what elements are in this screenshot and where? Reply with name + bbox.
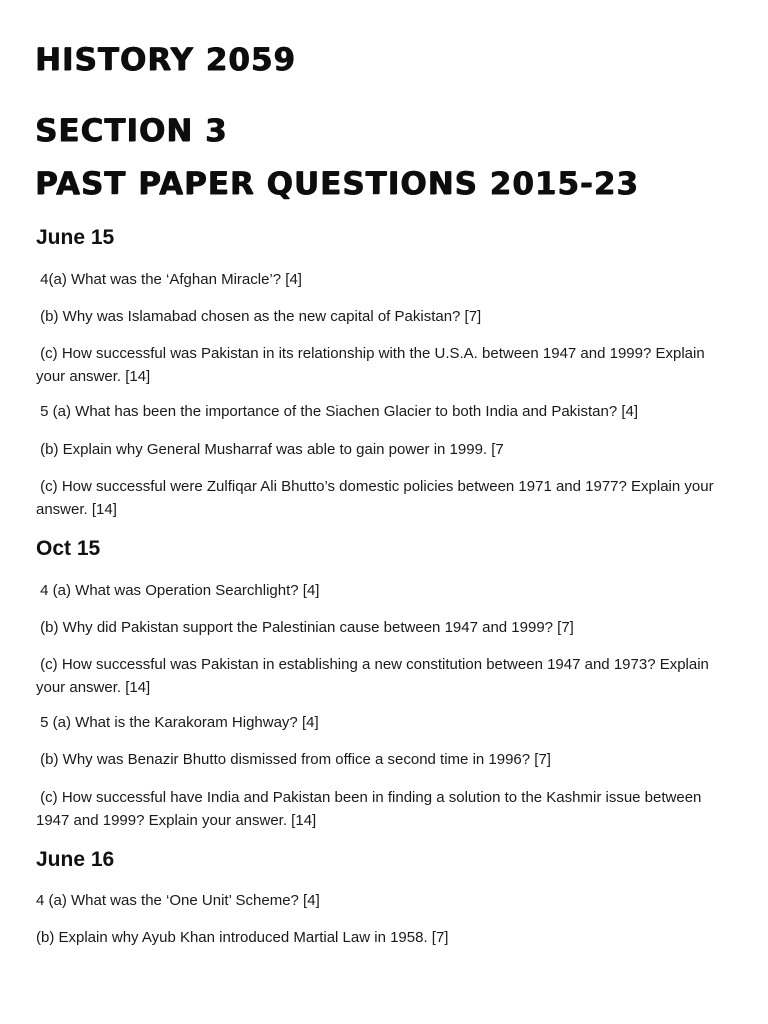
session-heading-oct-15: Oct 15 [36, 537, 101, 560]
question-item: (c) How successful have India and Pakistan been in finding a solution to the Kashmir issue between 1947 and 1999? Explain your answer. [14] [36, 789, 706, 829]
question-item: 4 (a) What was the ‘One Unit’ Scheme? [4] [36, 892, 320, 909]
question-item: 4(a) What was the ‘Afghan Miracle’? [4] [36, 271, 302, 288]
section-title: SECTION 3 [35, 113, 228, 149]
question-item: (c) How successful were Zulfiqar Ali Bhutto’s domestic policies between 1971 and 1977? Explain your answer. [14] [36, 478, 718, 518]
question-item: (b) Why was Benazir Bhutto dismissed from office a second time in 1996? [7] [36, 751, 551, 768]
question-item: (b) Why did Pakistan support the Palestinian cause between 1947 and 1999? [7] [36, 619, 574, 636]
question-item: (c) How successful was Pakistan in establishing a new constitution between 1947 and 1973? Explain your answer. [14] [36, 656, 714, 696]
question-item: (b) Explain why General Musharraf was able to gain power in 1999. [7 [36, 441, 504, 458]
question-item: 4 (a) What was Operation Searchlight? [4] [36, 582, 320, 599]
session-heading-june-15: June 15 [36, 226, 115, 249]
session-heading-june-16: June 16 [36, 848, 115, 871]
question-item: (c) How successful was Pakistan in its relationship with the U.S.A. between 1947 and 1999? Explain your answer. [14] [36, 345, 709, 385]
question-item: (b) Explain why Ayub Khan introduced Martial Law in 1958. [7] [36, 929, 449, 946]
document-title: HISTORY 2059 [35, 42, 296, 78]
question-item: 5 (a) What is the Karakoram Highway? [4] [36, 714, 319, 731]
subtitle: PAST PAPER QUESTIONS 2015-23 [35, 166, 639, 202]
question-item: (b) Why was Islamabad chosen as the new capital of Pakistan? [7] [36, 308, 482, 325]
question-item: 5 (a) What has been the importance of the Siachen Glacier to both India and Pakistan? [4] [36, 403, 639, 420]
